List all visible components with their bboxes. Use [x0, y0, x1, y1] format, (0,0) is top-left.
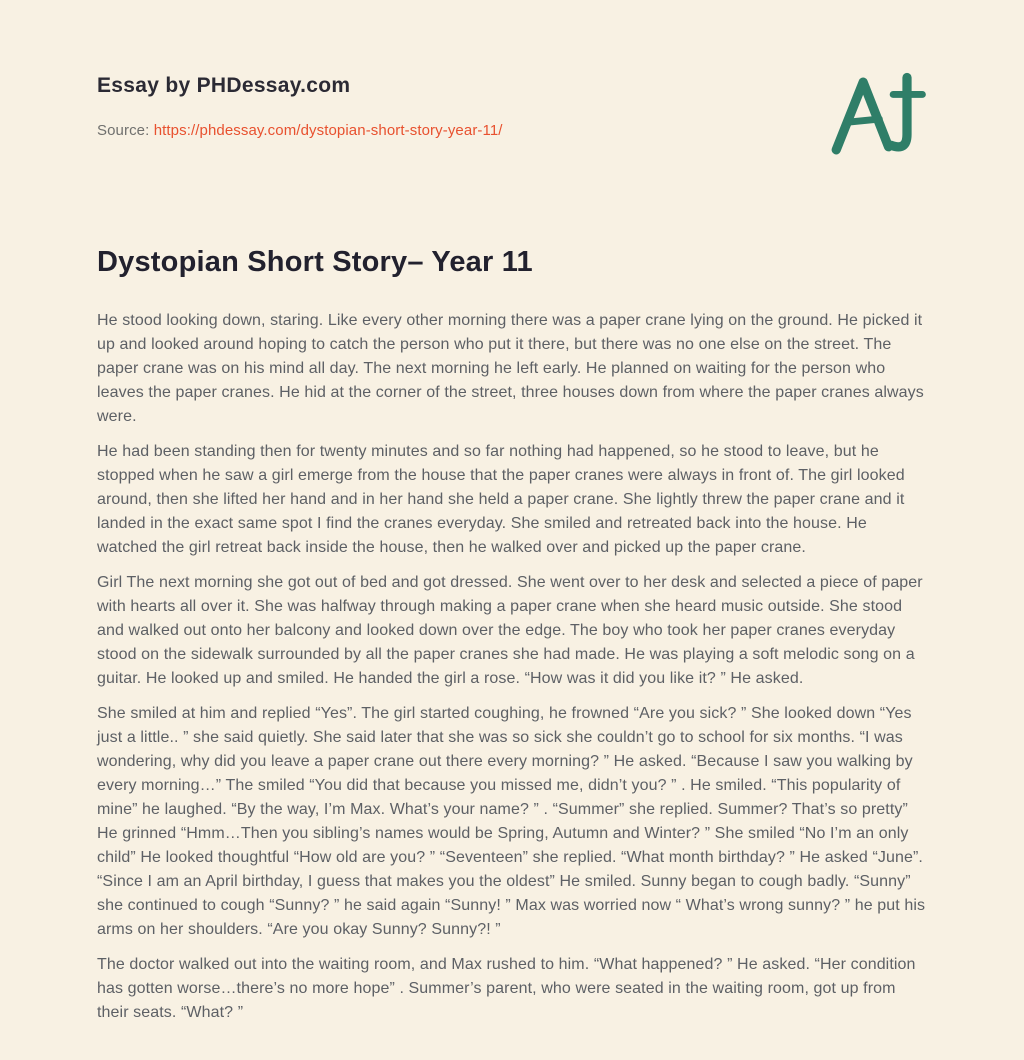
source-label: Source: — [97, 122, 150, 139]
site-label: Essay by PHDessay.com — [97, 74, 351, 97]
source-line — [97, 122, 503, 139]
essay-paragraph-5: The doctor walked out into the waiting room, and Max rushed to him. “What happened? ” He asked. “Her condition has gotten worse…there’s no more hope” . Summer’s parent, who were seated in the waiting room, got up from their seats. “What? ” — [97, 956, 916, 1021]
source-link[interactable]: https://phdessay.com/dystopian-short-story-year-11/ — [153, 122, 503, 139]
essay-content — [97, 246, 927, 1025]
phdessay-a-plus-logo-icon — [827, 70, 927, 162]
essay-paragraph-1: He stood looking down, staring. Like every other morning there was a paper crane lying on the ground. He picked it up and looked around hoping to catch the person who put it there, but there was no one else on the street. The paper crane was on his mind all day. The next morning he left early. He planned on waiting for the person who leaves the paper cranes. He hid at the corner of the street, three houses down from where the paper cranes always were. — [97, 312, 924, 425]
essay-paragraph-3: Girl The next morning she got out of bed and got dressed. She went over to her desk and selected a piece of paper with hearts all over it. She was halfway through making a paper crane when she heard music outside. She stood and walked out onto her balcony and looked down over the edge. The boy who took her paper cranes everyday stood on the sidewalk surrounded by all the paper cranes she had made. He was playing a soft melodic song on a guitar. He looked up and smiled. He handed the girl a rose. “How was it did you like it? ” He asked. — [97, 574, 923, 687]
header-left — [97, 74, 503, 139]
essay-body — [97, 309, 927, 1025]
essay-title: Dystopian Short Story– Year 11 — [97, 246, 533, 278]
essay-paragraph-4: She smiled at him and replied “Yes”. The girl started coughing, he frowned “Are you sick? ” She looked down “Yes just a little.. ” she said quietly. She said later that she was so sick she couldn’t go to school for six months. “I was wondering, why did you leave a paper crane out there every morning? ” He asked. “Because I saw you walking by every morning…” The smiled “You did that because you missed me, didn’t you? ” . He smiled. “This popularity of mine” he laughed. “By the way, I’m Max. What’s your name? ” . “Summer” she replied. Summer? That’s so pretty” He grinned “Hmm…Then you sibling’s names would be Spring, Autumn and Winter? ” She smiled “No I’m an only child” He looked thoughtful “How old are you? ” “Seventeen” she replied. “What month birthday? ” He asked “June”. “Since I am an April birthday, I guess that makes you the oldest” He smiled. Sunny began to cough badly. “Sunny” she continued to cough “Sunny? ” he said again “Sunny! ” Max was worried now “ What’s wrong sunny? ” he put his arms on her shoulders. “Are you okay Sunny? Sunny?! ” — [97, 705, 926, 938]
page-header — [97, 74, 927, 162]
essay-paragraph-2: He had been standing then for twenty minutes and so far nothing had happened, so he stood to leave, but he stopped when he saw a girl emerge from the house that the paper cranes were always in front of. The girl looked around, then she lifted her hand and in her hand she held a paper crane. She lightly threw the paper crane and it landed in the exact same spot I find the cranes everyday. She smiled and retreated back into the house. He watched the girl retreat back inside the house, then he walked over and picked up the paper crane. — [97, 443, 905, 556]
